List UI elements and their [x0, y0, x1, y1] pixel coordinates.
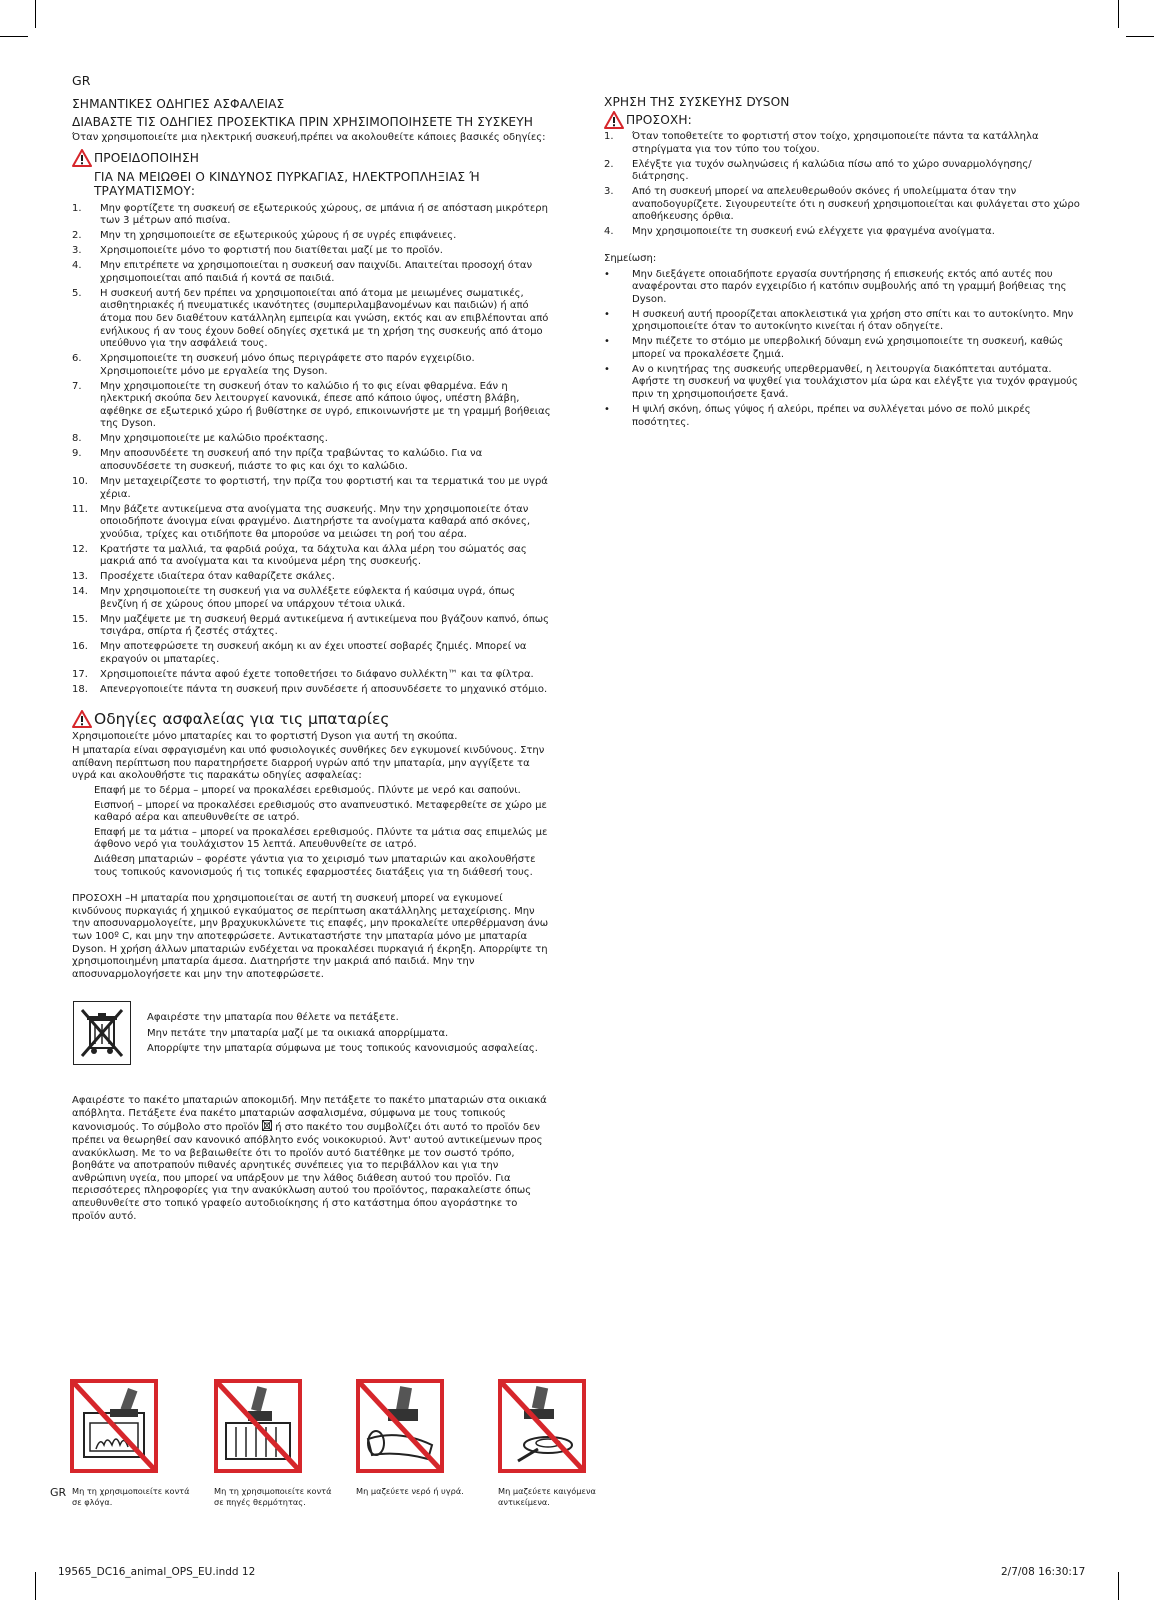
caption-heat: Μη τη χρησιμοποιείτε κοντά σε πηγές θερμότητας.: [214, 1486, 332, 1507]
list-item: [72, 245, 554, 258]
weee-bin-icon: [73, 1001, 131, 1065]
list-item: [604, 309, 1086, 334]
list-number: 1.: [72, 202, 82, 214]
list-text: Μην φορτίζετε τη συσκευή σε εξωτερικούς χώρους, σε μπάνια ή σε απόσταση μικρότερη των 3 μέτρων από πισίνα.: [100, 202, 548, 227]
list-item: [604, 226, 1086, 239]
list-number: 15.: [72, 613, 88, 625]
list-text: Η συσκευή αυτή προορίζεται αποκλειστικά για χρήση στο σπίτι και το αυτοκίνητο. Μην χρησιμοποιείτε όταν το αυτοκίνητο κινείται ή όταν οδηγείτε.: [632, 308, 1074, 333]
list-item: [604, 404, 1086, 429]
no-near-flames-icon: [70, 1379, 158, 1473]
caution-label: ΠΡΟΣΟΧΗ: [72, 893, 122, 905]
battery-sub-item: Εισπνοή – μπορεί να προκαλέσει ερεθισμούς στο αναπνευστικό. Μεταφερθείτε σε χώρο με καθαρό αέρα και απευθυνθείτε σε ιατρό.: [94, 799, 547, 824]
caption-burning: Μη μαζεύετε καιγόμενα αντικείμενα.: [498, 1486, 596, 1507]
intro-text: Όταν χρησιμοποιείτε μια ηλεκτρική συσκευή,πρέπει να ακολουθείτε κάποιες βασικές οδηγίες:: [72, 132, 546, 143]
list-item: [72, 571, 554, 584]
caution-heading: [604, 111, 1086, 129]
warning-icon: [72, 149, 92, 167]
read-instructions-title: ΔΙΑΒΑΣΤΕ ΤΙΣ ΟΔΗΓΙΕΣ ΠΡΟΣΕΚΤΙΚΑ ΠΡΙΝ ΧΡΗΣΙΜΟΠΟΙΗΣΕΤΕ ΤΗ ΣΥΣΚΕΥΗ: [72, 115, 534, 129]
crop-mark: [1118, 1572, 1119, 1600]
list-number: 4.: [72, 260, 82, 272]
weee-text: [147, 1010, 538, 1057]
list-number: •: [604, 363, 610, 375]
list-text: Μην μαζέψετε με τη συσκευή θερμά αντικείμενα ή αντικείμενα που βγάζουν καπνό, όπως τσιγάρα, σπίρτα ή ζεστές στάχτες.: [100, 613, 550, 638]
warning-label: ΠΡΟΕΙΔΟΠΟΙΗΣΗ: [94, 150, 200, 165]
list-number: 9.: [72, 448, 82, 460]
list-number: 4.: [604, 226, 614, 238]
warning-icon: [604, 111, 624, 129]
list-number: •: [604, 268, 610, 280]
list-number: 2.: [604, 158, 614, 170]
list-text: Μην αποσυνδέετε τη συσκευή από την πρίζα τραβώντας το καλώδιο. Για να αποσυνδέσετε τη συσκευή, πιάστε το φις και όχι το καλώδιο.: [100, 448, 483, 472]
list-item: [72, 230, 554, 243]
list-item: [604, 269, 1086, 307]
note-label: Σημείωση:: [604, 252, 657, 264]
list-item: [72, 288, 554, 351]
list-item: [72, 448, 554, 473]
crop-mark: [1126, 36, 1154, 37]
list-item: [604, 186, 1086, 224]
disposal-paragraph: [72, 1095, 554, 1223]
list-text: Από τη συσκευή μπορεί να απελευθερωθούν σκόνες ή υπολείμματα όταν την αναποδογυρίζετε. Σιγουρευτείτε ότι η συσκευή χρησιμοποιείται και φυλάγεται στο χώρο αποθήκευσης όρθια.: [632, 186, 1080, 223]
no-near-heat-icon: [214, 1379, 302, 1473]
list-number: 13.: [72, 571, 88, 583]
list-text: Χρησιμοποιείτε πάντα αφού έχετε τοποθετήσει το διάφανο συλλέκτη™ και τα φίλτρα.: [100, 669, 534, 681]
disposal-text-2: ή στο πακέτο του συμβολίζει ότι αυτό το προϊόν δεν πρέπει να θεωρηθεί σαν κανονικό απόβλητο ενός νοικοκυριού. Άντ' αυτού αντικείμενων προς ανακύκλωση. Με το να βεβαιωθείτε ότι το προϊόν αυτό διατέθηκε με τον σωστό τρόπο, βοηθάτε να αποτραπούν πιθανές αρνητικές συνέπειες για το περιβάλλον και για την ανθρώπινη υγεία, που μπορεί να υπάρξουν με την λάθος διάθεση αυτού του προϊόν. Για περισσότερες πληροφορίες για την ανακύκλωση αυτού του προϊόντος, παρακαλείστε όπως απευθυνθείτε στο τοπικό γραφείο αυτοδιοίκησης ή στο κατάστημα όπου αγοράστηκε το προϊόν αυτό.: [72, 1122, 543, 1222]
caution-text: –Η μπαταρία που χρησιμοποιείται σε αυτή τη συσκευή μπορεί να εγκυμονεί κινδύνους πυρκαγιάς ή χημικού εγκαύματος σε περίπτωση ακατάλληλης μεταχείρισης. Μην την αποσυναρμολογείτε, μην βραχυκυκλώνετε τις επαφές, μην προκαλείτε υπερθέρμανση άνω των 100º C, και μην την αποτεφρώσετε. Αντικαταστήστε την μπαταρία μόνο με μπαταρία Dyson. Η χρήση άλλων μπαταριών ενδέχεται να προκαλέσει πυρκαγιά ή έκρηξη. Απορρίψτε τη χρησιμοποιημένη μπαταρία άμεσα. Διατηρήστε την μακριά από παιδιά. Μην την αποσυναρμολογήσετε και μην την αποτεφρώσετε.: [72, 893, 549, 980]
list-text: Μην βάζετε αντικείμενα στα ανοίγματα της συσκευής. Μην την χρησιμοποιείτε όταν οποιοδήποτε άνοιγμα είναι φραγμένο. Διατηρήστε τα ανοίγματα καθαρά από σκόνες, χνούδια, τρίχες και οτιδήποτε θα μπορούσε να μειώσει τη ροή του αέρα.: [100, 503, 531, 540]
crossed-bin-icon: [262, 1120, 272, 1131]
list-number: 1.: [604, 131, 614, 142]
usage-title: ΧΡΗΣΗ ΤΗΣ ΣΥΣΚΕΥΗΣ DYSON: [604, 95, 790, 109]
list-text: Μην μεταχειρίζεστε το φορτιστή, την πρίζα του φορτιστή και τα τερματικά του με υγρά χέρια.: [100, 475, 548, 500]
crop-mark: [0, 36, 28, 37]
list-item: [604, 159, 1086, 184]
warning-subtitle: ΓΙΑ ΝΑ ΜΕΙΩΘΕΙ Ο ΚΙΝΔΥΝΟΣ ΠΥΡΚΑΓΙΑΣ, ΗΛΕΚΤΡΟΠΛΗΞΙΑΣ Ή ΤΡΑΥΜΑΤΙΣΜΟΥ:: [94, 169, 480, 198]
list-item: [72, 433, 554, 446]
list-number: •: [604, 404, 610, 416]
list-text: Μην χρησιμοποιείτε τη συσκευή όταν το καλώδιο ή το φις είναι φθαρμένα. Εάν η ηλεκτρική σκούπα δεν λειτουργεί κανονικά, έπεσε από κάποιο ύψος, υπέστη βλάβη, αφέθηκε σε εξωτερικό χώρο ή βυθίστηκε σε υγρό, επικοινωνήστε με τη γραμμή βοήθειας της Dyson.: [100, 380, 551, 430]
weee-line: Μην πετάτε την μπαταρία μαζί με τα οικιακά απορρίμματα.: [147, 1027, 449, 1039]
list-text: Μην πιέζετε το στόμιο με υπερβολική δύναμη ενώ χρησιμοποιείτε τη συσκευή, καθώς μπορεί να προκαλέσετε ζημιά.: [632, 336, 1064, 360]
battery-paragraph-1: Χρησιμοποιείτε μόνο μπαταρίες και το φορτιστή Dyson για αυτή τη σκούπα.: [72, 730, 458, 742]
list-item: [72, 260, 554, 285]
list-item: [72, 544, 554, 569]
list-item: [72, 353, 554, 378]
crop-mark: [1118, 0, 1119, 28]
list-text: Μην χρησιμοποιείτε με καλώδιο προέκτασης.: [100, 433, 328, 445]
list-item: [604, 336, 1086, 361]
list-text: Απενεργοποιείτε πάντα τη συσκευή πριν συνδέσετε ή αποσυνδέσετε το μηχανικό στόμιο.: [100, 684, 548, 696]
left-column: [72, 74, 554, 1223]
list-item: [72, 203, 554, 228]
list-text: Χρησιμοποιείτε τη συσκευή μόνο όπως περιγράφετε στο παρόν εγχειρίδιο. Χρησιμοποιείτε μόνο με εργαλεία της Dyson.: [100, 353, 475, 377]
list-number: 2.: [72, 230, 82, 242]
list-item: [72, 669, 554, 682]
list-number: 12.: [72, 543, 88, 555]
no-water-icon: [356, 1379, 444, 1473]
battery-title: Οδηγίες ασφαλείας για τις μπαταρίες: [94, 709, 390, 728]
warning-icon: [72, 710, 92, 728]
list-text: Μην χρησιμοποιείτε τη συσκευή για να συλλέξετε εύφλεκτα ή καύσιμα υγρά, όπως βενζίνη ή σε χώρους όπου μπορεί να υπάρχουν τέτοια υλικά.: [100, 586, 516, 610]
list-item: [72, 684, 554, 697]
list-number: 7.: [72, 380, 82, 392]
list-text: Προσέχετε ιδιαίτερα όταν καθαρίζετε σκάλες.: [100, 571, 335, 583]
warning-heading: [72, 149, 554, 167]
list-item: [604, 131, 1086, 156]
list-item: [72, 586, 554, 611]
list-number: •: [604, 336, 610, 348]
no-burning-objects-icon: [498, 1379, 586, 1473]
list-item: [72, 381, 554, 431]
list-number: 18.: [72, 684, 88, 696]
notes-list: [604, 269, 1086, 430]
crop-mark: [35, 0, 36, 28]
list-item: [72, 641, 554, 666]
list-item: [604, 364, 1086, 402]
list-text: Η συσκευή αυτή δεν πρέπει να χρησιμοποιείται από άτομα με μειωμένες σωματικές, αισθητηριακές ή πνευματικές ικανότητες (συμπεριλαμβανομένων και παιδιών) ή από άτομα που δεν διαθέτουν κατάλληλη εμπειρία και γνώση, εκτός και αν επιβλέπονται από ενήλικους ή αν τους έχουν δοθεί οδηγίες σχετικά με τη χρήση της συσκευής από άτομο υπεύθυνο για την ασφάλειά τους.: [100, 287, 549, 350]
footer-filename: 19565_DC16_animal_OPS_EU.indd 12: [58, 1566, 256, 1578]
list-text: Αν ο κινητήρας της συσκευής υπερθερμανθεί, η λειτουργία διακόπτεται αυτόματα. Αφήστε τη συσκευή να ψυχθεί για τουλάχιστον μία ώρα και ελέγξτε για τυχόν φραγμούς πριν τη χρησιμοποιήσετε ξανά.: [632, 363, 1078, 401]
list-number: 11.: [72, 503, 88, 515]
list-text: Ελέγξτε για τυχόν σωληνώσεις ή καλώδια πίσω από το χώρο συναρμολόγησης/διάτρησης.: [632, 158, 1032, 183]
list-number: 3.: [72, 245, 82, 257]
battery-sub-item: Επαφή με τα μάτια – μπορεί να προκαλέσει ερεθισμούς. Πλύντε τα μάτια σας επιμελώς με άφθονο νερό για τουλάχιστον 15 λεπτά. Απευθυνθείτε σε ιατρό.: [94, 826, 548, 851]
list-number: 8.: [72, 433, 82, 445]
list-number: 5.: [72, 287, 82, 299]
weee-notice: [72, 1001, 554, 1065]
list-text: Μην επιτρέπετε να χρησιμοποιείται η συσκευή σαν παιχνίδι. Απαιτείται προσοχή όταν χρησιμοποιείται από παιδιά ή κοντά σε παιδιά.: [100, 260, 533, 284]
list-text: Χρησιμοποιείτε μόνο το φορτιστή που διατίθεται μαζί με το προϊόν.: [100, 245, 443, 257]
safety-title: ΣΗΜΑΝΤΙΚΕΣ ΟΔΗΓΙΕΣ ΑΣΦΑΛΕΙΑΣ: [72, 97, 285, 111]
caution-label: ΠΡΟΣΟΧΗ:: [626, 113, 692, 127]
weee-line: Αφαιρέστε την μπαταρία που θέλετε να πετάξετε.: [147, 1012, 399, 1024]
list-text: Κρατήστε τα μαλλιά, τα φαρδιά ρούχα, τα δάχτυλα και άλλα μέρη του σώματός σας μακριά από τα ανοίγματα και τα κινούμενα μέρη της συσκευής.: [100, 543, 527, 568]
battery-sub-item: Επαφή με το δέρμα – μπορεί να προκαλέσει ερεθισμούς. Πλύντε με νερό και σαπούνι.: [94, 784, 521, 796]
list-text: Μην χρησιμοποιείτε τη συσκευή ενώ ελέγχετε για φραγμένα ανοίγματα.: [632, 226, 995, 238]
language-code-footer: GR: [50, 1486, 67, 1499]
list-number: 3.: [604, 186, 614, 198]
list-text: Μην αποτεφρώσετε τη συσκευή ακόμη κι αν έχει υποστεί σοβαρές ζημιές. Μπορεί να εκραγούν οι μπαταρίες.: [100, 641, 527, 666]
language-code: GR: [72, 73, 91, 88]
battery-heading: [72, 709, 554, 729]
list-number: 10.: [72, 475, 88, 487]
list-text: Μην διεξάγετε οποιαδήποτε εργασία συντήρησης ή επισκευής εκτός από αυτές που αναφέρονται στο παρόν εγχειρίδιο ή κατόπιν συμβουλής από τη γραμμή βοήθειας της Dyson.: [632, 268, 1067, 305]
right-column: [604, 95, 1086, 432]
weee-line: Απορρίψτε την μπαταρία σύμφωνα με τους τοπικούς κανονισμούς ασφαλείας.: [147, 1043, 538, 1055]
crop-mark: [35, 1572, 36, 1600]
caption-water: Μη μαζεύετε νερό ή υγρά.: [356, 1486, 464, 1496]
battery-paragraph-2: Η μπαταρία είναι σφραγισμένη και υπό φυσιολογικές συνθήκες δεν εγκυμονεί κινδύνους. Στην απίθανη περίπτωση που παρατηρήσετε διαρροή υγρών από την μπαταρία, μην αγγίξετε τα υγρά και ακολουθήστε τις παρακάτω οδηγίες ασφαλείας:: [72, 745, 545, 782]
caution-paragraph: [72, 893, 554, 981]
list-number: 14.: [72, 586, 88, 598]
list-text: Η ψιλή σκόνη, όπως γύψος ή αλεύρι, πρέπει να συλλέγεται μόνο σε πολύ μικρές ποσότητες.: [632, 404, 1031, 428]
list-number: 16.: [72, 641, 88, 653]
list-text: Όταν τοποθετείτε το φορτιστή στον τοίχο, χρησιμοποιείτε πάντα τα κατάλληλα στηρίγματα για τον τύπο του τοίχου.: [632, 131, 1039, 155]
list-number: 6.: [72, 353, 82, 365]
pictogram-row: [70, 1379, 1070, 1479]
list-item: [72, 614, 554, 639]
battery-sub-item: Διάθεση μπαταριών – φορέστε γάντια για το χειρισμό των μπαταριών και ακολουθήστε τους τοπικούς κανονισμούς ή τις τοπικές εφαρμοστέες διατάξεις για τη διάθεσή τους.: [94, 853, 536, 878]
footer-date: 2/7/08 16:30:17: [1001, 1566, 1086, 1578]
list-number: •: [604, 308, 610, 320]
list-item: [72, 504, 554, 542]
list-number: 17.: [72, 669, 88, 681]
list-text: Μην τη χρησιμοποιείτε σε εξωτερικούς χώρους ή σε υγρές επιφάνειες.: [100, 230, 457, 242]
caution-list: [604, 131, 1086, 239]
list-item: [72, 476, 554, 501]
safety-list: [72, 203, 554, 697]
disposal-text-1: Αφαιρέστε το πακέτο μπαταριών αποκομιδή. Μην πετάξετε το πακέτο μπαταριών στα οικιακά απόβλητα. Πετάξετε ένα πακέτο μπαταριών ασφαλισμένα, σύμφωνα με τους τοπικούς κανονισμούς. Το σύμβολο στο προϊόν: [72, 1095, 547, 1134]
caption-flames: Μη τη χρησιμοποιείτε κοντά σε φλόγα.: [72, 1486, 190, 1507]
battery-sub-list: [72, 785, 554, 879]
